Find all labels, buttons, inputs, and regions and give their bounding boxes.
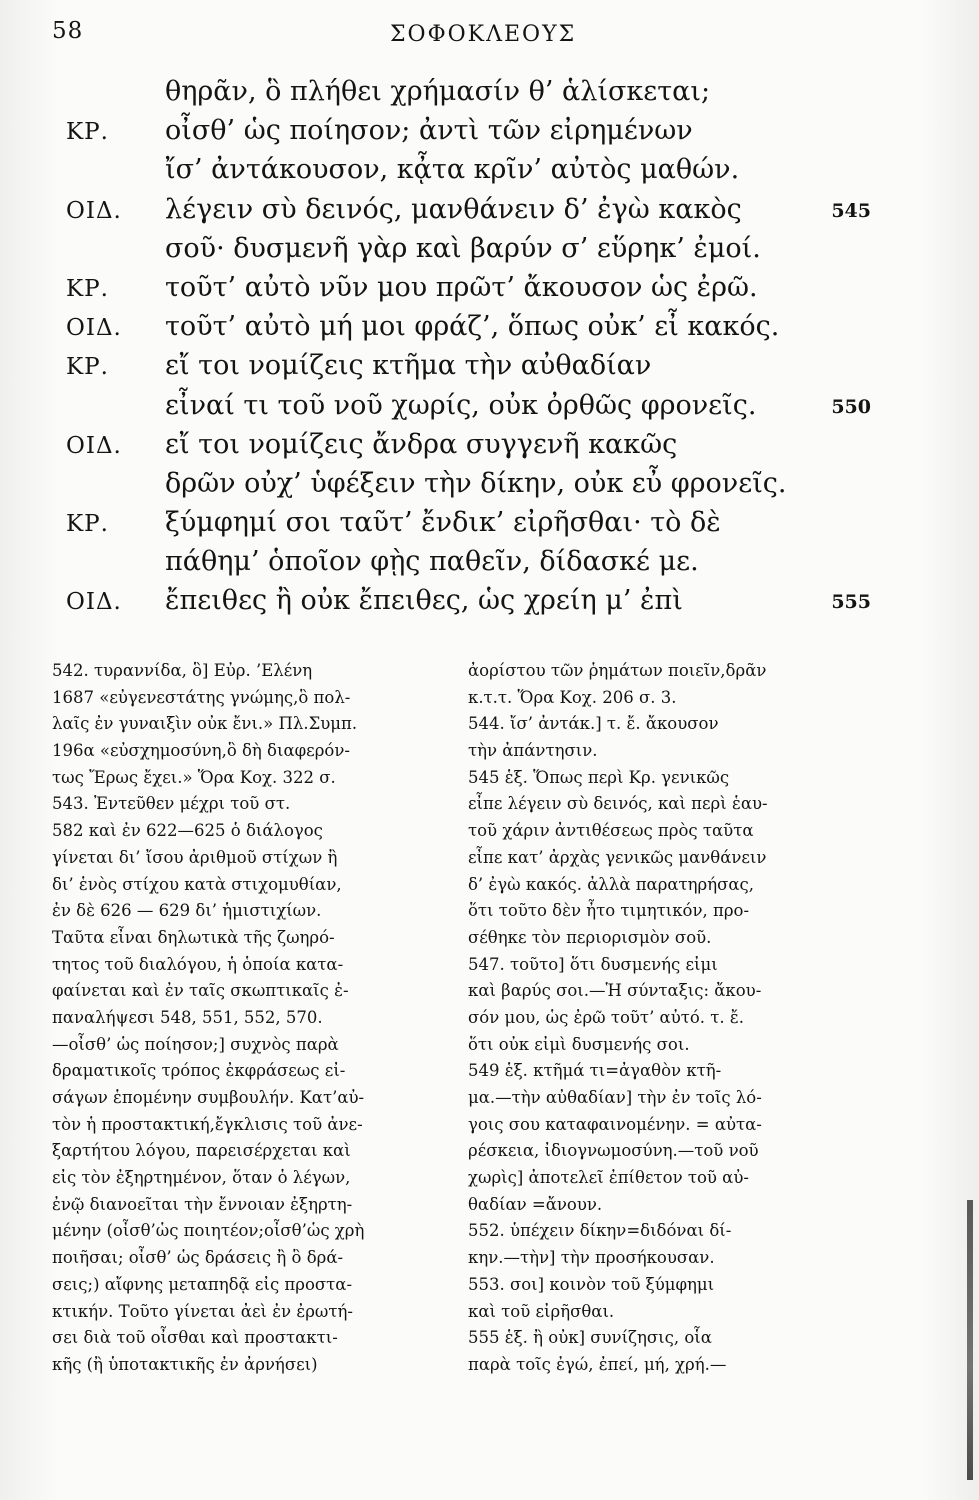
note-line: τὸν ἡ προστακτική,ἔγκλισις τοῦ ἀνε- bbox=[52, 1114, 363, 1134]
note-line: τὴν ἀπάντησιν. bbox=[468, 741, 598, 761]
scan-edge-shadow bbox=[967, 1200, 973, 1480]
note-line: μα.—τὴν αὐθαδίαν] τὴν ἐν τοῖς λό- bbox=[468, 1088, 762, 1107]
note-line: 582 καὶ ἐν 622—625 ὁ διάλογος bbox=[52, 821, 323, 841]
verse-line bbox=[0, 429, 979, 468]
note-line: ὅτι οὐκ εἰμὶ δυσμενής σοι. bbox=[468, 1034, 690, 1054]
verse-line bbox=[0, 76, 979, 115]
note-line: εἰς τὸν ἐξηρτημένον, ὅταν ὁ λέγων, bbox=[52, 1168, 351, 1188]
page-number: 58 bbox=[52, 18, 84, 44]
line-number: 550 bbox=[831, 395, 871, 418]
verse-text: πάθημ’ ὁποῖον φῂς παθεῖν, δίδασκέ με. bbox=[165, 546, 699, 578]
speaker-label: ΟΙΔ. bbox=[66, 432, 122, 459]
note-line: καὶ τοῦ εἰρῆσθαι. bbox=[468, 1301, 615, 1321]
note-line: σέθηκε τὸν περιορισμὸν σοῦ. bbox=[468, 927, 712, 947]
commentary-left-column bbox=[52, 658, 447, 1379]
commentary-right-column bbox=[468, 658, 888, 1379]
verse-line bbox=[0, 311, 979, 350]
note-line: σει διὰ τοῦ οἶσθαι καὶ προστακτι- bbox=[52, 1328, 338, 1348]
verse-line bbox=[0, 507, 979, 546]
note-line: ἐν δὲ 626 — 629 δι’ ἡμιστιχίων. bbox=[52, 901, 322, 921]
note-line: 1687 «εὐγενεστάτης γνώμης,ὃ πολ- bbox=[52, 687, 351, 707]
verse-text: λέγειν σὺ δεινός, μανθάνειν δ’ ἐγὼ κακὸς bbox=[165, 193, 742, 225]
verse-line bbox=[0, 390, 979, 429]
note-line: 555 ἑξ. ἢ οὐκ] συνίζησις, οἷα bbox=[468, 1328, 712, 1348]
note-line: σεις;) αἴφνης μεταπηδᾷ εἰς προστα- bbox=[52, 1274, 353, 1294]
note-line: χωρὶς] ἀποτελεῖ ἐπίθετον τοῦ αὐ- bbox=[468, 1168, 749, 1188]
note-line: ξαρτήτου λόγου, παρεισέρχεται καὶ bbox=[52, 1141, 351, 1161]
note-line: 543. Ἐντεῦθεν μέχρι τοῦ στ. bbox=[52, 794, 291, 814]
verse-text: τοῦτ’ αὐτὸ νῦν μου πρῶτ’ ἄκουσον ὡς ἐρῶ. bbox=[165, 271, 758, 303]
note-line: ἀορίστου τῶν ῥημάτων ποιεῖν,δρᾶν bbox=[468, 661, 767, 680]
running-title: ΣΟΦΟΚΛΕΟΥΣ bbox=[390, 22, 577, 47]
note-line: κτικήν. Τοῦτο γίνεται ἀεὶ ἐν ἐρωτή- bbox=[52, 1301, 353, 1321]
note-line: ἐνῷ διανοεῖται τὴν ἔννοιαν ἐξηρτη- bbox=[52, 1194, 353, 1214]
note-line: τοῦ χάριν ἀντιθέσεως πρὸς ταῦτα bbox=[468, 821, 754, 841]
note-line: 549 ἑξ. κτῆμά τι=ἀγαθὸν κτῆ- bbox=[468, 1061, 722, 1081]
note-line: ρέσκεια, ἰδιογνωμοσύνη.—τοῦ νοῦ bbox=[468, 1141, 759, 1161]
note-line: 552. ὑπέχειν δίκην=διδόναι δί- bbox=[468, 1221, 732, 1241]
verse-text: οἶσθ’ ὡς ποίησον; ἀντὶ τῶν εἰρημένων bbox=[165, 115, 693, 147]
verse-line bbox=[0, 272, 979, 311]
verse-line bbox=[0, 468, 979, 507]
note-line: τως Ἔρως ἔχει.» Ὅρα Κοχ. 322 σ. bbox=[52, 767, 336, 787]
note-line: 544. ἴσ’ ἀντάκ.] τ. ἔ. ἄκουσον bbox=[468, 714, 719, 734]
verse-line bbox=[0, 194, 979, 233]
note-line: κῆς (ἢ ὑποτακτικῆς ἐν ἀρνήσει) bbox=[52, 1354, 318, 1374]
note-line: 547. τοῦτο] ὅτι δυσμενής εἰμι bbox=[468, 954, 718, 974]
note-line: ποιῆσαι; οἶσθ’ ὡς δράσεις ἢ ὃ δρά- bbox=[52, 1248, 344, 1268]
speaker-label: ΟΙΔ. bbox=[66, 197, 122, 224]
note-line: λαῖς ἐν γυναιξὶν οὐκ ἔνι.» Πλ.Συμπ. bbox=[52, 714, 358, 734]
line-number: 545 bbox=[831, 199, 871, 222]
verse-line bbox=[0, 115, 979, 154]
verse-text: δρῶν οὐχ’ ὑφέξειν τὴν δίκην, οὐκ εὖ φρονεῖς. bbox=[165, 467, 787, 499]
note-line: δ’ ἐγὼ κακός. ἀλλὰ παρατηρήσας, bbox=[468, 874, 755, 894]
note-line: τητος τοῦ διαλόγου, ἡ ὁποία κατα- bbox=[52, 954, 344, 974]
note-line: εἶπε λέγειν σὺ δεινός, καὶ περὶ ἑαυ- bbox=[468, 794, 768, 814]
note-line: 542. τυραννίδα, ὃ] Εὐρ. ’Ελένη bbox=[52, 661, 313, 680]
note-line: σόν μου, ὡς ἐρῶ τοῦτ’ αὐτό. τ. ἔ. bbox=[468, 1007, 744, 1027]
note-line: γίνεται δι’ ἴσου ἀριθμοῦ στίχων ἢ bbox=[52, 847, 338, 867]
verse-line bbox=[0, 350, 979, 389]
verse-block bbox=[0, 76, 979, 625]
note-line: 553. σοι] κοινὸν τοῦ ξύμφημι bbox=[468, 1274, 715, 1294]
verse-text: ξύμφημί σοι ταῦτ’ ἔνδικ’ εἰρῆσθαι· τὸ δὲ bbox=[165, 507, 721, 539]
line-number: 555 bbox=[831, 591, 871, 614]
speaker-label: ΟΙΔ. bbox=[66, 589, 122, 616]
page-header bbox=[0, 14, 979, 54]
note-line: σάγων ἑπομένην συμβουλήν. Κατ’αὐ- bbox=[52, 1088, 365, 1107]
verse-text: εἴ τοι νομίζεις ἄνδρα συγγενῆ κακῶς bbox=[165, 428, 678, 460]
note-line: κ.τ.τ. Ὅρα Κοχ. 206 σ. 3. bbox=[468, 687, 677, 707]
verse-text: ἔπειθες ἢ οὐκ ἔπειθες, ὡς χρείη μ’ ἐπὶ bbox=[165, 585, 683, 617]
verse-text: τοῦτ’ αὐτὸ μή μοι φράζ’, ὅπως οὐκ’ εἶ κακός. bbox=[165, 311, 780, 343]
verse-text: θηρᾶν, ὃ πλήθει χρήμασίν θ’ ἁλίσκεται; bbox=[165, 76, 711, 107]
verse-text: ἴσ’ ἀντάκουσον, κᾆτα κρῖν’ αὐτὸς μαθών. bbox=[165, 154, 740, 186]
note-line: 545 ἑξ. Ὅπως περὶ Κρ. γενικῶς bbox=[468, 767, 730, 787]
note-line: θαδίαν =ἄνουν. bbox=[468, 1194, 603, 1214]
note-line: δραματικοῖς τρόπος ἐκφράσεως εἰ- bbox=[52, 1061, 346, 1081]
speaker-label: ΚΡ. bbox=[66, 354, 109, 381]
verse-text: σοῦ· δυσμενῆ γὰρ καὶ βαρύν σ’ εὕρηκ’ ἐμοί. bbox=[165, 232, 761, 264]
verse-text: εἶναί τι τοῦ νοῦ χωρίς, οὐκ ὀρθῶς φρονεῖς. bbox=[165, 389, 757, 421]
speaker-label: ΚΡ. bbox=[66, 119, 109, 146]
speaker-label: ΚΡ. bbox=[66, 511, 109, 538]
speaker-label: ΚΡ. bbox=[66, 275, 109, 302]
verse-line bbox=[0, 546, 979, 585]
verse-line bbox=[0, 233, 979, 272]
verse-line bbox=[0, 585, 979, 624]
note-line: μένην (οἶσθ’ὡς ποιητέον;οἶσθ’ὡς χρὴ bbox=[52, 1221, 365, 1241]
note-line: 196α «εὐσχημοσύνη,ὃ δὴ διαφερόν- bbox=[52, 741, 350, 761]
note-line: παρὰ τοῖς ἐγώ, ἐπεί, μή, χρή.— bbox=[468, 1354, 727, 1374]
note-line: εἶπε κατ’ ἀρχὰς γενικῶς μανθάνειν bbox=[468, 847, 767, 867]
note-line: φαίνεται καὶ ἐν ταῖς σκωπτικαῖς ἐ- bbox=[52, 981, 349, 1001]
verse-line bbox=[0, 154, 979, 193]
verse-text: εἴ τοι νομίζεις κτῆμα τὴν αὐθαδίαν bbox=[165, 350, 652, 382]
note-line: —οἶσθ’ ὡς ποίησον;] συχνὸς παρὰ bbox=[52, 1034, 339, 1054]
note-line: παναλήψεσι 548, 551, 552, 570. bbox=[52, 1007, 323, 1027]
note-line: καὶ βαρύς σοι.—Ἡ σύνταξις: ἄκου- bbox=[468, 981, 762, 1001]
note-line: Ταῦτα εἶναι δηλωτικὰ τῆς ζωηρό- bbox=[52, 927, 335, 947]
note-line: ὅτι τοῦτο δὲν ἦτο τιμητικόν, προ- bbox=[468, 901, 750, 921]
note-line: κην.—τὴν] τὴν προσήκουσαν. bbox=[468, 1248, 715, 1268]
note-line: δι’ ἑνὸς στίχου κατὰ στιχομυθίαν, bbox=[52, 874, 342, 894]
speaker-label: ΟΙΔ. bbox=[66, 315, 122, 342]
note-line: γοις σου καταφαινομένην. = αὐτα- bbox=[468, 1114, 762, 1134]
